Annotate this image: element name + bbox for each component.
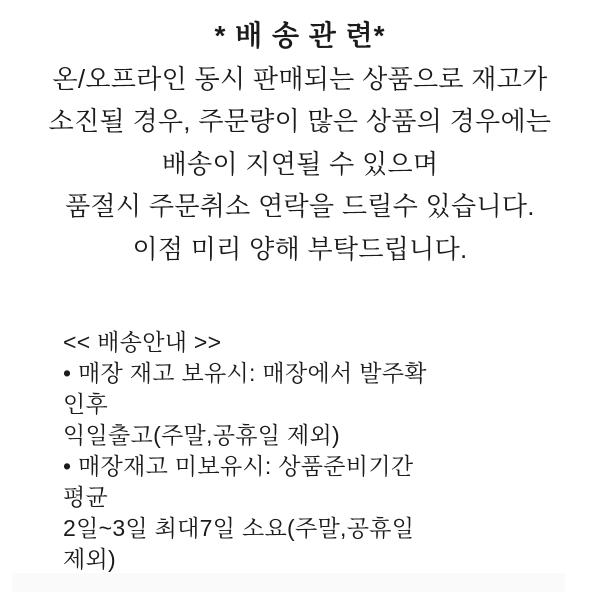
notice-line: 품절시 주문취소 연락을 드릴수 있습니다.	[65, 191, 535, 221]
guide-line: 2일~3일 최대7일 소요(주말,공휴일	[63, 515, 415, 541]
guide-heading: << 배송안내 >>	[63, 329, 222, 355]
guide-line: 익일출고(주말,공휴일 제외)	[63, 422, 340, 448]
shipping-notice-section	[0, 15, 600, 270]
notice-line: 배송이 지연될 수 있으며	[161, 148, 439, 179]
bottom-gray-band	[12, 573, 565, 592]
notice-line: 온/오프라인 동시 판매되는 상품으로 재고가	[52, 63, 548, 94]
notice-line: 이점 미리 양해 부탁드립니다.	[132, 233, 468, 264]
guide-line: 인후	[63, 391, 109, 417]
guide-line: • 매장 재고 보유시: 매장에서 발주확	[63, 360, 427, 386]
guide-line: 평균	[63, 484, 109, 510]
shipping-guide-section	[63, 327, 573, 575]
guide-line: • 매장재고 미보유시: 상품준비기간	[63, 453, 414, 479]
guide-line: 제외)	[63, 546, 116, 572]
notice-line: 소진될 경우, 주문량이 많은 상품의 경우에는	[48, 106, 552, 136]
notice-title: * 배 송 관 련*	[214, 20, 386, 51]
